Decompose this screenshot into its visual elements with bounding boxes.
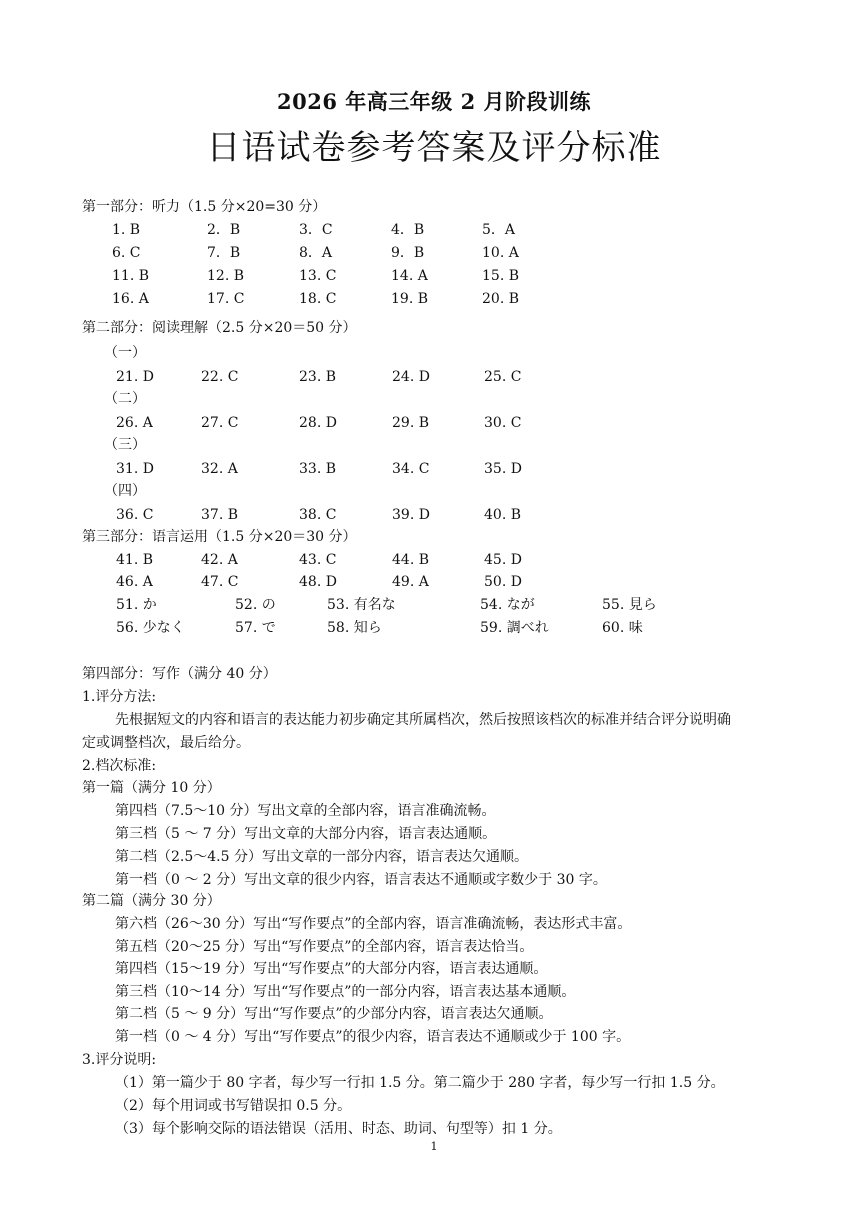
part1-heading: 第一部分：听力（1.5 分×20=30 分） [82,199,327,215]
answer-item: 31. D [116,461,154,477]
answer-item: 44. B [392,552,430,568]
answer-item: 22. C [201,369,239,385]
answer-item: 39. D [392,507,430,523]
answer-item: 10. A [482,245,519,261]
answer-item: 45. D [484,552,522,568]
notes-heading: 3.评分说明: [82,1052,157,1068]
answer-item: 47. C [201,574,239,590]
answer-item: 21. D [116,369,154,385]
scoring-note: （3）每个影响交际的语法错误（活用、时态、助词、句型等）扣 1 分。 [115,1121,562,1137]
section-label: （一） [104,345,146,361]
essay2-level: 第二档（5 ～ 9 分）写出“写作要点”的少部分内容，语言表达欠通顺。 [115,1006,553,1023]
part4-heading: 第四部分：写作（满分 40 分） [82,666,277,682]
answer-item: 12. B [207,268,245,284]
answer-item: 46. A [116,574,153,590]
method-text-line1: 先根据短文的内容和语言的表达能力初步确定其所属档次，然后按照该档次的标准并结合评分说明确 [115,712,731,728]
answer-item: 14. A [391,268,428,284]
scoring-note: （2）每个用词或书写错误扣 0.5 分。 [115,1098,352,1114]
answer-item: 48. D [299,574,337,590]
answer-item: 18. C [299,291,337,307]
document-title: 日语试卷参考答案及评分标准 [206,128,662,168]
answer-item: 1. B [112,222,141,238]
essay2-level: 第三档（10～14 分）写出“写作要点”的一部分内容，语言表达基本通顺。 [115,983,576,1000]
answer-item: 42. A [201,552,238,568]
answer-item: 29. B [392,415,430,431]
section-label: （二） [104,391,146,407]
essay1-level: 第三档（5 ～ 7 分）写出文章的大部分内容，语言表达通顺。 [115,826,497,842]
essay2-heading: 第二篇（满分 30 分） [82,893,221,909]
fill-answer-item: 52. の [235,597,276,613]
answer-item: 3．C [299,222,333,238]
answer-item: 8．A [299,245,333,261]
essay2-level: 第五档（20～25 分）写出“写作要点”的全部内容，语言表达恰当。 [115,938,534,955]
fill-answer-item: 55. 見ら [602,597,657,613]
method-heading: 1.评分方法: [82,689,157,705]
essay2-level: 第一档（0 ～ 4 分）写出“写作要点”的很少内容，语言表达不通顺或少于 100 字。 [115,1029,631,1045]
answer-item: 16. A [112,291,149,307]
answer-item: 41. B [116,552,154,568]
answer-item: 20. B [482,291,520,307]
answer-item: 43. C [299,552,337,568]
answer-item: 9．B [391,245,425,261]
answer-item: 23. B [299,369,337,385]
answer-item: 30. C [484,415,522,431]
answer-item: 34. C [392,461,430,477]
scoring-note: （1）第一篇少于 80 字者，每少写一行扣 1.5 分。第二篇少于 280 字者，每少写一行扣 1.5 分。 [115,1075,725,1091]
answer-item: 2．B [207,222,241,238]
fill-answer-item: 59. 調べれ [480,620,549,636]
section-label: （三） [104,437,146,453]
answer-item: 38. C [299,507,337,523]
fill-answer-item: 53. 有名な [327,597,396,613]
answer-item: 36. C [116,507,154,523]
essay1-level: 第一档（0 ～ 2 分）写出文章的很少内容，语言表达不通顺或字数少于 30 字。 [115,872,607,888]
answer-item: 17. C [207,291,245,307]
part3-heading: 第三部分：语言运用（1.5 分×20＝30 分） [82,529,357,545]
essay1-level: 第二档（2.5～4.5 分）写出文章的一部分内容，语言表达欠通顺。 [115,849,528,865]
answer-item: 26. A [116,415,153,431]
essay2-level: 第四档（15～19 分）写出“写作要点”的大部分内容，语言表达通顺。 [115,961,548,978]
page-number: 1 [430,1140,438,1153]
answer-item: 7．B [207,245,241,261]
answer-item: 13. C [299,268,337,284]
answer-item: 5．A [482,222,516,238]
answer-item: 24. D [392,369,430,385]
answer-item: 19. B [391,291,429,307]
part2-heading: 第二部分：阅读理解（2.5 分×20＝50 分） [82,320,357,336]
fill-answer-item: 58. 知ら [327,620,382,636]
answer-item: 32. A [201,461,238,477]
answer-item: 15. B [482,268,520,284]
answer-item: 28. D [299,415,337,431]
answer-item: 11. B [112,268,150,284]
levels-heading: 2.档次标准: [82,758,157,774]
method-text-line2: 定或调整档次，最后给分。 [82,735,250,751]
essay1-level: 第四档（7.5～10 分）写出文章的全部内容，语言准确流畅。 [115,803,496,819]
answer-item: 35. D [484,461,522,477]
section-label: （四） [104,483,146,499]
essay2-level: 第六档（26～30 分）写出“写作要点”的全部内容，语言准确流畅，表达形式丰富。 [115,916,632,932]
answer-item: 6. C [112,245,141,261]
answer-item: 40. B [484,507,522,523]
fill-answer-item: 57. で [235,620,276,636]
answer-item: 37. B [201,507,239,523]
fill-answer-item: 60. 味 [602,620,643,636]
answer-item: 27. C [201,415,239,431]
answer-item: 33. B [299,461,337,477]
answer-item: 4．B [391,222,425,238]
essay1-heading: 第一篇（满分 10 分） [82,780,221,796]
exam-title: 2026 年高三年级 2 月阶段训练 [277,89,591,114]
answer-item: 50. D [484,574,522,590]
fill-answer-item: 54. なが [480,597,535,613]
fill-answer-item: 51. か [116,597,157,613]
answer-item: 49. A [392,574,429,590]
answer-item: 25. C [484,369,522,385]
fill-answer-item: 56. 少なく [116,620,185,636]
